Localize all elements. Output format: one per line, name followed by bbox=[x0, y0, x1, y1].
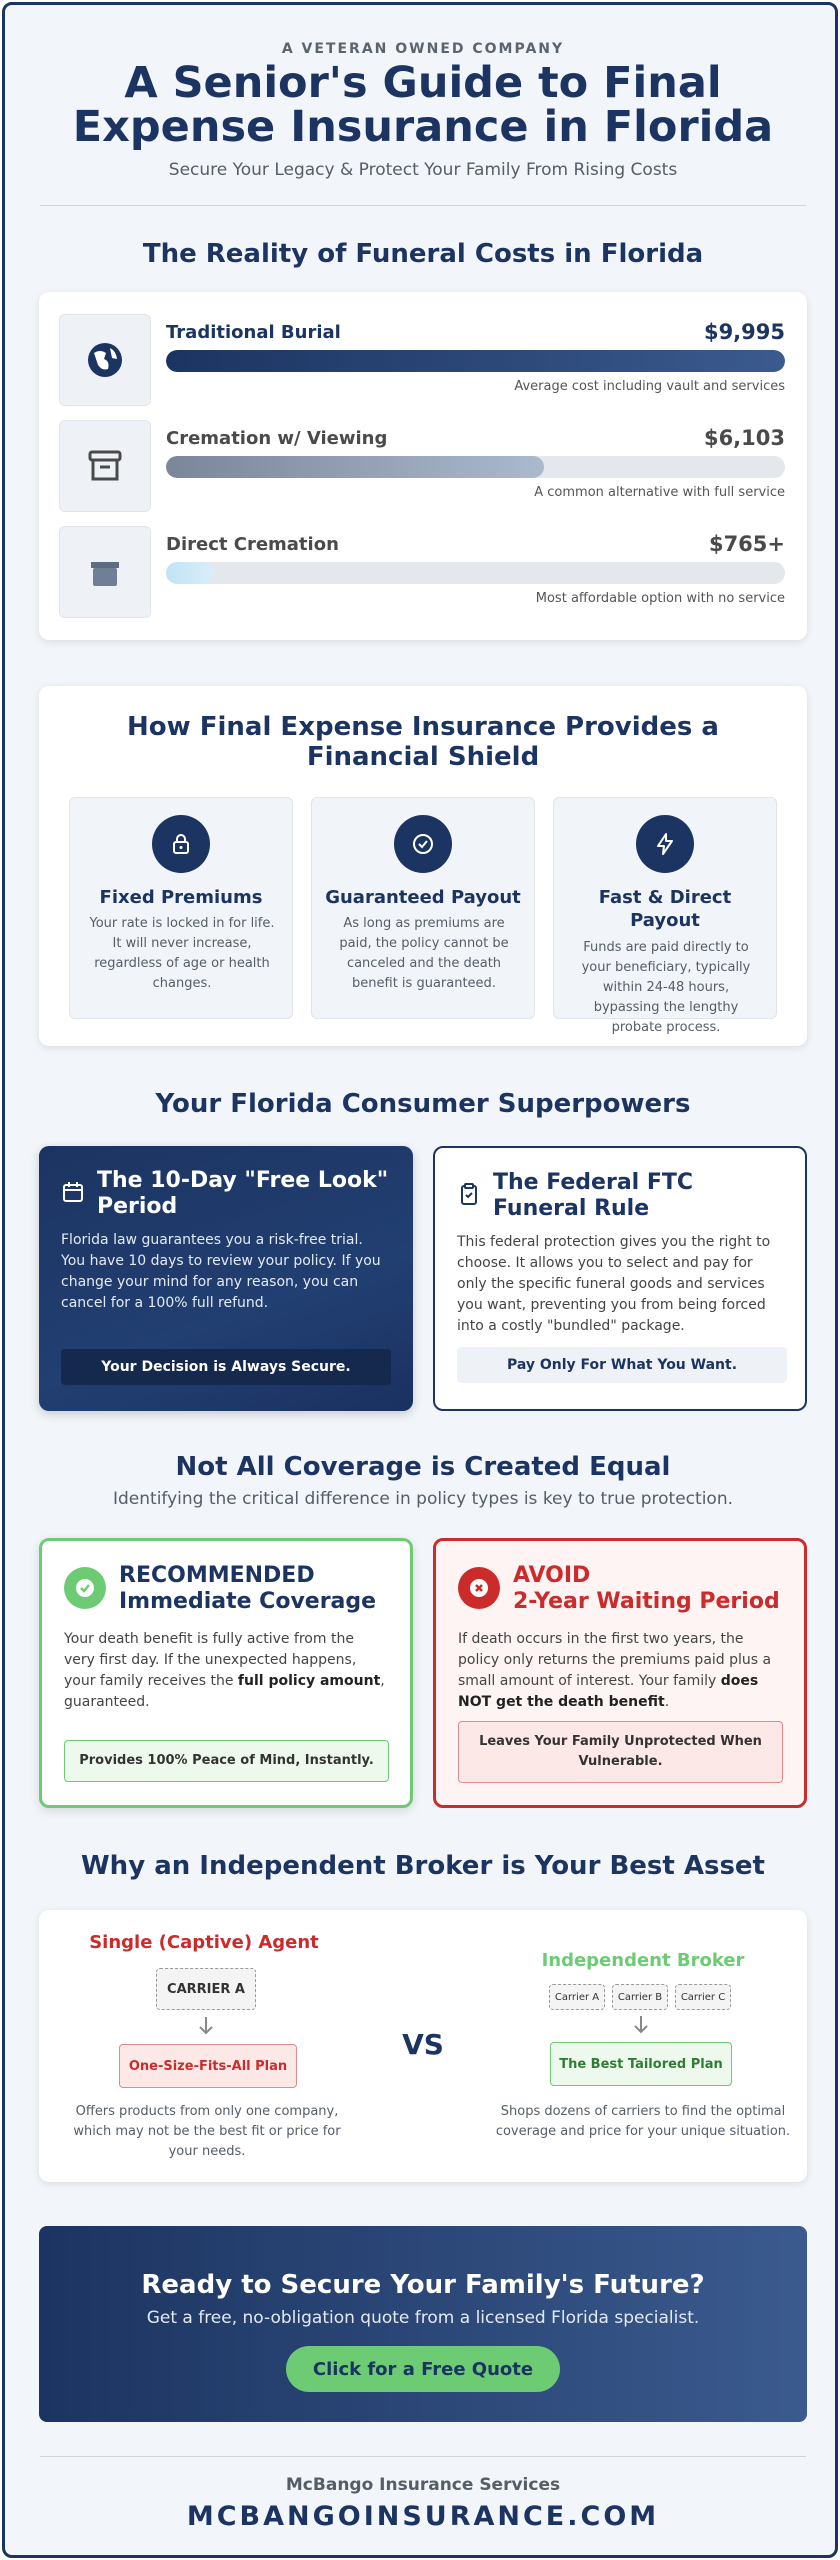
footer-company: McBango Insurance Services bbox=[285, 2475, 561, 2495]
check-circle-icon bbox=[394, 815, 452, 873]
cta-banner bbox=[39, 2226, 807, 2422]
waiting-period-card bbox=[433, 1538, 807, 1808]
shield-title bbox=[39, 712, 807, 772]
divider bbox=[40, 205, 806, 206]
feature-title: Fixed Premiums bbox=[99, 887, 263, 908]
cost-label: Direct Cremation bbox=[166, 534, 339, 555]
cost-bar-fill bbox=[166, 350, 785, 372]
cost-bar-track bbox=[166, 562, 785, 584]
independent-result-box: The Best Tailored Plan bbox=[550, 2042, 732, 2086]
costs-card bbox=[39, 292, 807, 640]
captive-result-box: One-Size-Fits-All Plan bbox=[119, 2044, 297, 2088]
vs-label: VS bbox=[402, 2028, 444, 2061]
immediate-coverage-card bbox=[39, 1538, 413, 1808]
free-quote-button[interactable]: Click for a Free Quote bbox=[286, 2346, 560, 2392]
archive-box-icon bbox=[59, 420, 151, 512]
ftc-text: This federal protection gives you the right to choose. It allows you to select and pay for only the specific funeral goods and services you want, preventing you from being forced into a costly "bundled" package. bbox=[457, 1234, 771, 1334]
footer-divider bbox=[40, 2456, 806, 2457]
feature-desc: As long as premiums are paid, the policy cannot be canceled and the death benefit is guaranteed. bbox=[339, 916, 509, 991]
ftc-title: The Federal FTC Funeral Rule bbox=[493, 1170, 694, 1221]
broker-title: Why an Independent Broker is Your Best Asset bbox=[81, 1851, 765, 1881]
cost-bar-track bbox=[166, 350, 785, 372]
broker-card bbox=[39, 1910, 807, 2182]
cost-row-cremation-viewing bbox=[59, 420, 785, 512]
cost-value: $6,103 bbox=[703, 426, 785, 450]
cost-note: Average cost including vault and services bbox=[514, 379, 785, 394]
arrow-down-icon bbox=[195, 2015, 217, 2041]
feature-title: Fast & Direct Payout bbox=[598, 887, 732, 931]
coverage-title: Not All Coverage is Created Equal bbox=[175, 1452, 671, 1482]
feature-desc: Funds are paid directly to your beneficiary, typically within 24-48 hours, bypassing the lengthy probate process. bbox=[581, 940, 751, 1035]
independent-carrier-box: Carrier B bbox=[612, 1984, 668, 2010]
cost-bar-fill bbox=[166, 562, 214, 584]
immediate-coverage-text: Your death benefit is fully active from the very first day. If the unexpected happens, your family receives the full policy amount, guaranteed. bbox=[64, 1631, 385, 1710]
clipboard-icon bbox=[457, 1182, 481, 1210]
waiting-period-text: If death occurs in the first two years, the policy only returns the premiums paid plus a small amount of interest. Your family does NOT get the death benefit. bbox=[458, 1631, 772, 1710]
captive-carrier-box: CARRIER A bbox=[156, 1968, 256, 2010]
free-look-title: The 10-Day "Free Look" Period bbox=[97, 1168, 389, 1219]
cost-label: Cremation w/ Viewing bbox=[166, 428, 388, 449]
lightning-icon bbox=[636, 815, 694, 873]
independent-desc: Shops dozens of carriers to find the optimal coverage and price for your unique situation. bbox=[495, 2104, 791, 2139]
urn-box-icon bbox=[59, 526, 151, 618]
cost-row-burial bbox=[59, 314, 785, 406]
cost-label: Traditional Burial bbox=[166, 322, 341, 343]
independent-carrier-box: Carrier A bbox=[549, 1984, 605, 2010]
ftc-pill: Pay Only For What You Want. bbox=[457, 1347, 787, 1383]
calendar-icon bbox=[61, 1180, 85, 1208]
feature-title: Guaranteed Payout bbox=[325, 887, 521, 908]
feature-desc: Your rate is locked in for life. It will never increase, regardless of age or health changes. bbox=[89, 916, 275, 991]
cta-subtitle: Get a free, no-obligation quote from a licensed Florida specialist. bbox=[146, 2308, 700, 2328]
captive-agent-label: Single (Captive) Agent bbox=[89, 1932, 319, 1953]
page-title bbox=[45, 58, 801, 152]
free-look-text: Florida law guarantees you a risk-free trial. You have 10 days to review your policy. If you change your mind for any reason, you can cancel for a 100% full refund. bbox=[61, 1232, 381, 1311]
lock-icon bbox=[152, 815, 210, 873]
page-title-line1: A Senior's Guide to Final bbox=[124, 58, 722, 108]
cost-bar-fill bbox=[166, 456, 544, 478]
superpowers-title: Your Florida Consumer Superpowers bbox=[155, 1089, 691, 1119]
feature-guaranteed-payout bbox=[311, 797, 535, 1019]
arrow-down-icon bbox=[630, 2014, 652, 2040]
page-title-line2: Expense Insurance in Florida bbox=[72, 102, 774, 152]
immediate-coverage-pill: Provides 100% Peace of Mind, Instantly. bbox=[64, 1740, 389, 1782]
costs-title: The Reality of Funeral Costs in Florida bbox=[142, 239, 704, 269]
check-badge-icon bbox=[64, 1567, 106, 1609]
ftc-card bbox=[433, 1146, 807, 1411]
cost-value: $9,995 bbox=[703, 320, 785, 344]
eyebrow-text: A VETERAN OWNED COMPANY bbox=[281, 41, 565, 57]
waiting-period-pill: Leaves Your Family Unprotected When Vulnerable. bbox=[458, 1721, 783, 1783]
cost-row-direct-cremation bbox=[59, 526, 785, 618]
captive-desc: Offers products from only one company, which may not be the best fit or price for your needs. bbox=[73, 2104, 341, 2159]
shield-title-line1: How Final Expense Insurance Provides a bbox=[127, 712, 719, 742]
page-subtitle: Secure Your Legacy & Protect Your Family From Rising Costs bbox=[168, 160, 678, 180]
cost-bar-track bbox=[166, 456, 785, 478]
immediate-coverage-title: RECOMMENDED Immediate Coverage bbox=[119, 1563, 377, 1614]
coverage-subtitle: Identifying the critical difference in policy types is key to true protection. bbox=[113, 1489, 733, 1509]
casket-icon bbox=[59, 314, 151, 406]
infographic-frame bbox=[2, 2, 838, 2558]
x-badge-icon bbox=[458, 1567, 500, 1609]
cost-note: Most affordable option with no service bbox=[535, 591, 785, 606]
independent-carrier-box: Carrier C bbox=[675, 1984, 731, 2010]
waiting-period-title: AVOID 2-Year Waiting Period bbox=[513, 1563, 780, 1614]
feature-fast-payout bbox=[553, 797, 777, 1035]
shield-card bbox=[39, 686, 807, 1046]
independent-broker-label: Independent Broker bbox=[541, 1950, 745, 1971]
cost-value: $765+ bbox=[708, 532, 785, 556]
cta-title: Ready to Secure Your Family's Future? bbox=[141, 2270, 705, 2300]
shield-title-line2: Financial Shield bbox=[306, 742, 540, 772]
cost-note: A common alternative with full service bbox=[534, 485, 785, 500]
free-look-card bbox=[39, 1146, 413, 1411]
footer-website-link[interactable]: MCBANGOINSURANCE.COM bbox=[186, 2501, 660, 2532]
free-look-pill: Your Decision is Always Secure. bbox=[61, 1349, 391, 1385]
feature-fixed-premiums bbox=[69, 797, 293, 1019]
